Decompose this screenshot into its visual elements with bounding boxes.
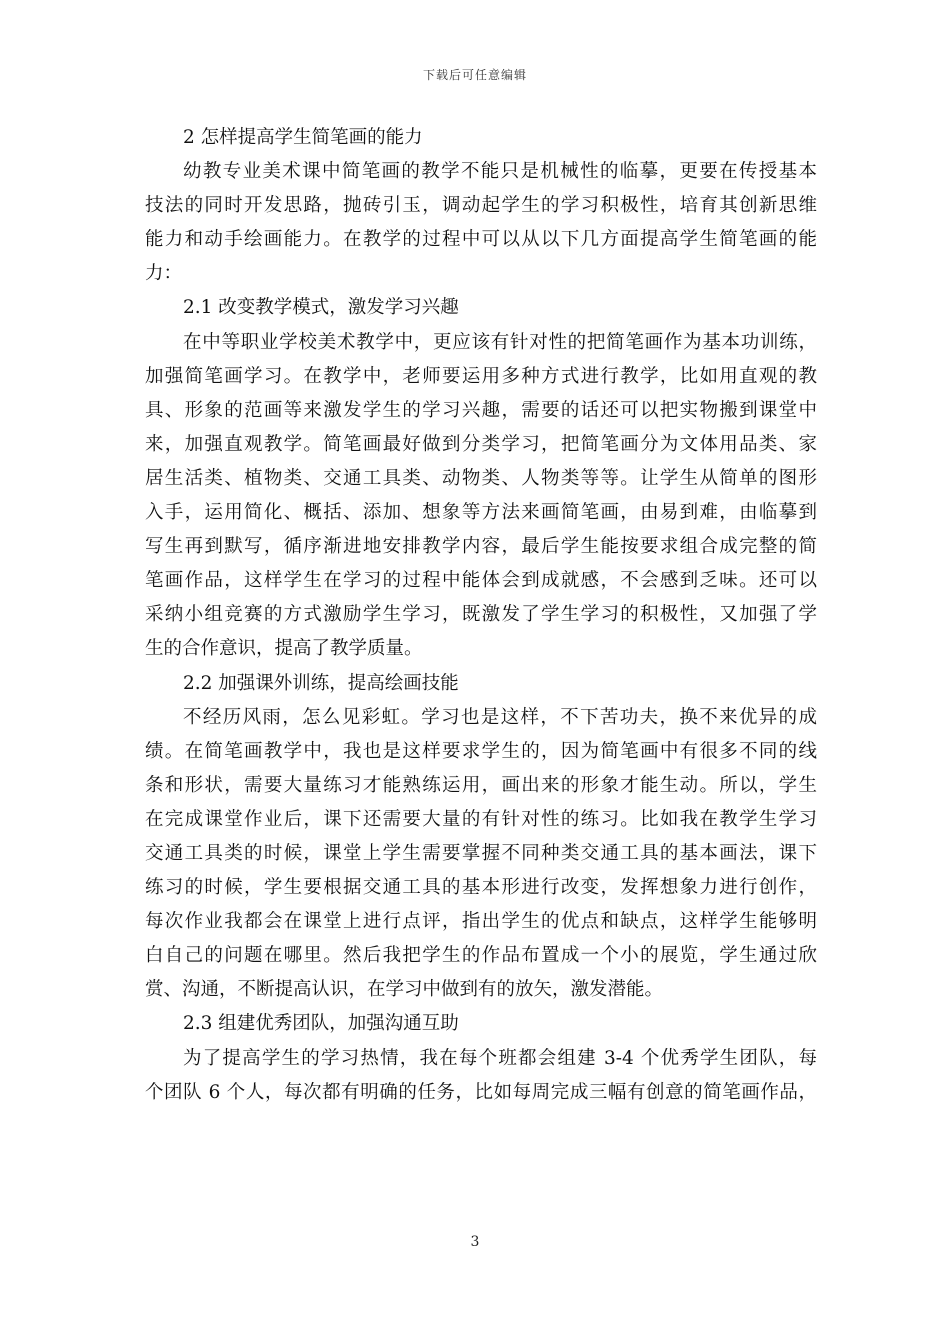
paragraph-line: 在中等职业学校美术教学中，更应该有针对性的把简笔画作为基本功训练， xyxy=(183,331,817,353)
paragraph-line: 白自己的问题在哪里。然后我把学生的作品布置成一个小的展览，学生通过欣 xyxy=(145,945,817,967)
paragraph-line: 力： xyxy=(145,263,183,285)
paragraph-line: 入手，运用简化、概括、添加、想象等方法来画简笔画，由易到难，由临摹到 xyxy=(145,502,817,524)
paragraph-line: 来，加强直观教学。简笔画最好做到分类学习，把简笔画分为文体用品类、家 xyxy=(145,433,817,455)
paragraph-line: 条和形状，需要大量练习才能熟练运用，画出来的形象才能生动。所以，学生 xyxy=(145,774,817,796)
paragraph-line: 生的合作意识，提高了教学质量。 xyxy=(145,638,423,660)
paragraph-line: 居生活类、植物类、交通工具类、动物类、人物类等等。让学生从简单的图形 xyxy=(145,467,817,489)
paragraph-line: 采纳小组竞赛的方式激励学生学习，既激发了学生学习的积极性，又加强了学 xyxy=(145,604,817,626)
section-heading: 2.2 加强课外训练，提高绘画技能 xyxy=(183,672,459,694)
page-number: 3 xyxy=(470,1234,480,1250)
paragraph-line: 为了提高学生的学习热情，我在每个班都会组建 3-4 个优秀学生团队，每 xyxy=(183,1047,817,1069)
paragraph-line: 赏、沟通，不断提高认识，在学习中做到有的放矢，激发潜能。 xyxy=(145,979,664,1001)
paragraph-line: 每次作业我都会在课堂上进行点评，指出学生的优点和缺点，这样学生能够明 xyxy=(145,911,817,933)
page-header: 下载后可任意编辑 xyxy=(422,68,527,82)
paragraph-line: 加强简笔画学习。在教学中，老师要运用多种方式进行教学，比如用直观的教 xyxy=(145,365,817,387)
paragraph-line: 练习的时候，学生要根据交通工具的基本形进行改变，发挥想象力进行创作， xyxy=(145,877,817,899)
paragraph-line: 写生再到默写，循序渐进地安排教学内容，最后学生能按要求组合成完整的简 xyxy=(145,536,817,558)
paragraph-line: 个团队 6 个人，每次都有明确的任务，比如每周完成三幅有创意的简笔画作品， xyxy=(145,1081,817,1103)
document-body xyxy=(145,121,817,1110)
paragraph-line: 交通工具类的时候，课堂上学生需要掌握不同种类交通工具的基本画法，课下 xyxy=(145,842,817,864)
section-heading: 2.1 改变教学模式，激发学习兴趣 xyxy=(183,297,459,319)
paragraph-line: 不经历风雨，怎么见彩虹。学习也是这样，不下苦功夫，换不来优异的成 xyxy=(183,706,817,728)
paragraph-line: 笔画作品，这样学生在学习的过程中能体会到成就感，不会感到乏味。还可以 xyxy=(145,570,817,592)
paragraph-line: 幼教专业美术课中简笔画的教学不能只是机械性的临摹，更要在传授基本 xyxy=(183,161,817,183)
section-heading: 2.3 组建优秀团队，加强沟通互助 xyxy=(183,1013,459,1035)
paragraph-line: 技法的同时开发思路，抛砖引玉，调动起学生的学习积极性，培育其创新思维 xyxy=(145,195,817,217)
section-heading: 2 怎样提高学生简笔画的能力 xyxy=(183,127,423,148)
paragraph-line: 绩。在简笔画教学中，我也是这样要求学生的，因为简笔画中有很多不同的线 xyxy=(145,740,817,762)
paragraph-line: 能力和动手绘画能力。在教学的过程中可以从以下几方面提高学生简笔画的能 xyxy=(145,229,817,251)
paragraph-line: 在完成课堂作业后，课下还需要大量的有针对性的练习。比如我在教学生学习 xyxy=(145,808,817,830)
paragraph-line: 具、形象的范画等来激发学生的学习兴趣，需要的话还可以把实物搬到课堂中 xyxy=(145,399,817,421)
